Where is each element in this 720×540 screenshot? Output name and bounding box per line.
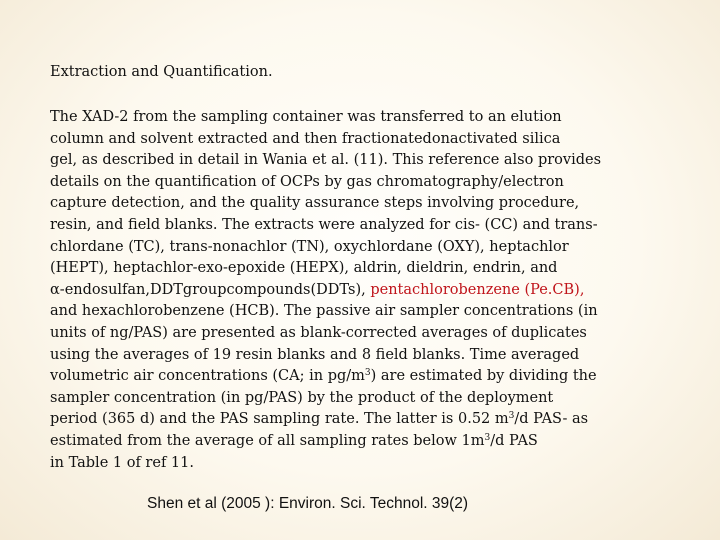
paragraph-line: and hexachlorobenzene (HCB). The passive air sampler concentrations (in — [50, 303, 598, 320]
paragraph-line — [50, 431, 690, 453]
paragraph-line: in Table 1 of ref 11. — [50, 454, 194, 471]
paragraph-line: chlordane (TC), trans-nonachlor (TN), oxychlordane (OXY), heptachlor — [50, 238, 569, 255]
line-text: estimated from the average of all sampling rates below 1m — [50, 432, 485, 449]
body-paragraph — [50, 107, 690, 474]
paragraph-line: gel, as described in detail in Wania et al. (11). This reference also provides — [50, 152, 602, 169]
paragraph-line: The XAD-2 from the sampling container was transferred to an elution — [50, 109, 562, 125]
section-heading: Extraction and Quantification. — [50, 64, 273, 80]
paragraph-line: details on the quantification of OCPs by gas chromatography/electron — [50, 173, 564, 190]
superscript: 3 — [508, 411, 515, 422]
paragraph-line: units of ng/PAS) are presented as blank-corrected averages of duplicates — [50, 324, 587, 341]
superscript: 3 — [364, 368, 371, 379]
paragraph-line: resin, and field blanks. The extracts were analyzed for cis- (CC) and trans- — [50, 216, 598, 233]
paragraph-line — [50, 280, 690, 302]
compound-list-text: α-endosulfan,DDTgroupcompounds(DDTs), — [50, 281, 371, 298]
line-text: ) are estimated by dividing the — [370, 368, 597, 385]
paragraph-line: capture detection, and the quality assurance steps involving procedure, — [50, 195, 580, 212]
superscript: 3 — [484, 432, 491, 443]
citation: Shen et al (2005 ): Environ. Sci. Technol. 39(2) — [147, 495, 469, 512]
paragraph-line — [50, 366, 690, 388]
line-text: /d PAS- as — [514, 411, 589, 428]
line-text: volumetric air concentrations (CA; in pg/m — [50, 368, 365, 385]
paragraph-line: using the averages of 19 resin blanks and 8 field blanks. Time averaged — [50, 346, 580, 363]
line-text: /d PAS — [490, 432, 538, 449]
paragraph-line: sampler concentration (in pg/PAS) by the product of the deployment — [50, 389, 554, 406]
paragraph-line: (HEPT), heptachlor-exo-epoxide (HEPX), aldrin, dieldrin, endrin, and — [50, 260, 558, 277]
paragraph-line — [50, 409, 690, 431]
line-text: period (365 d) and the PAS sampling rate. The latter is 0.52 m — [50, 411, 509, 428]
paragraph-line: column and solvent extracted and then fractionatedonactivated silica — [50, 130, 561, 147]
highlighted-compound: pentachlorobenzene (Pe.CB), — [370, 281, 585, 298]
